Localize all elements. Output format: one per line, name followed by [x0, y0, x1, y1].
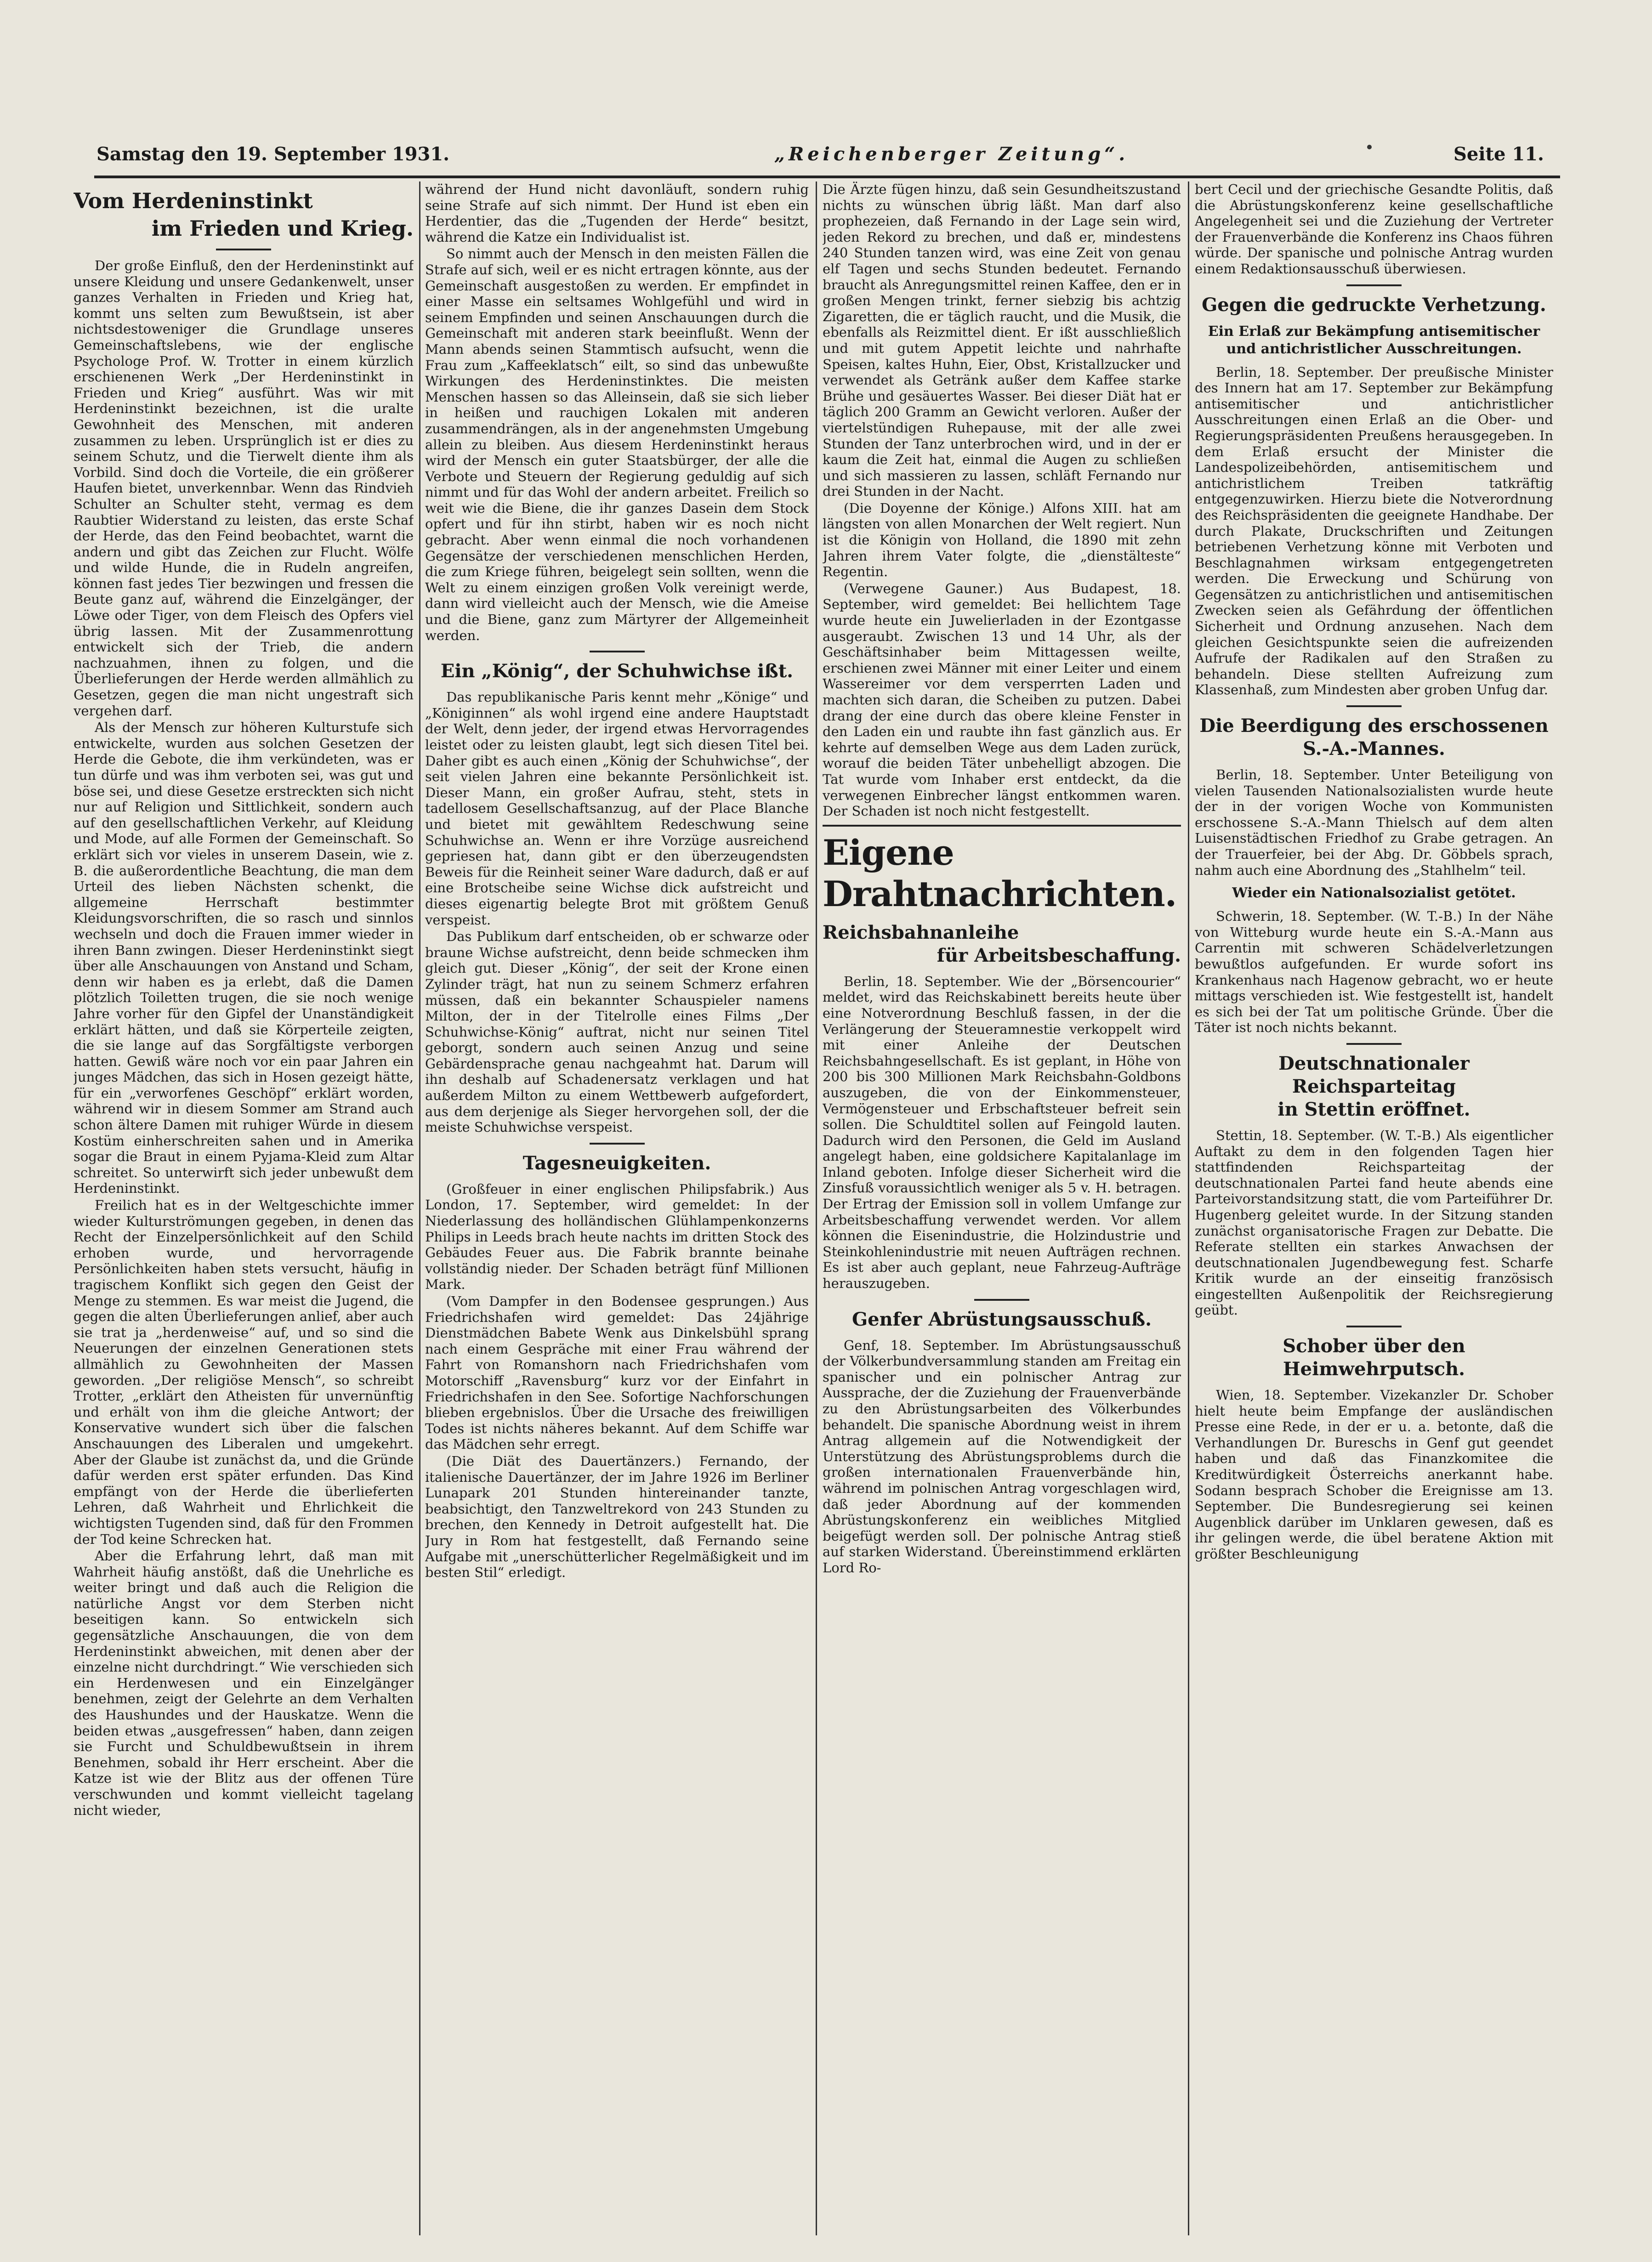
section-title: Eigene Drahtnachrichten. [823, 832, 1177, 914]
header-rule [94, 176, 1560, 178]
article-title: für Arbeitsbeschaffung. [937, 944, 1181, 966]
article-rule [1346, 705, 1402, 707]
paragraph: Berlin, 18. September. Der preußische Minister des Innern hat am 17. September zur Bekämpfung antisemitischer und antichristlicher Ausschreitungen einen Erlaß an die Ober- und Regierungspräsidenten Preußens herausgegeben. In dem Erlaß ersucht der Minister die Landespolizeibehörden, antisemitischem und antichristlichem Treiben tatkräftig entgegenzuwirken. Hierzu biete die Notverordnung des Reichspräsidenten die geeignete Handhabe. Der durch Plakate, Druckschriften und Zeitungen betriebenen Verhetzung könne mit Verboten und Beschlagnahmen wirksam entgegengetreten werden. Die Erweckung und Schürung von Gegensätzen zu antichristlichen und antisemitischen Zwecken seien als Gefährdung der öffentlichen Sicherheit und Ordnung anzusehen. Nach dem gleichen Gesichtspunkte seien die aufreizenden Aufrufe der Radikalen auf den Straßen zu behandeln. Diese stellten Aufreizung zum Klassenhaß, zum Mindesten aber groben Unfug dar. [1195, 364, 1553, 698]
article-rule [216, 249, 271, 250]
article-rule [590, 651, 645, 652]
paragraph: Das Publikum darf entscheiden, ob er schwarze oder braune Wichse aufstreicht, denn beide schmecken ihm gleich gut. Dieser „König“, der seit der Krone einen Zylinder trägt, hat nun zu seinem Schmerz erfahren müssen, daß ein bekannter Schauspieler namens Milton, der in der Titelrolle eines Films „Der Schuhwichse-König“ auftrat, nicht nur seinen Titel geborgt, sondern auch seinen Anzug und seine Gebärdensprache genau nachgeahmt hat. Darum will ihn deshalb auf Schadenersatz verklagen und hat außerdem Milton zu einem Wettbewerb aufgefordert, aus dem derjenige als Sieger hervorgehen soll, der die meiste Schuhwichse verspeist. [425, 929, 809, 1135]
article-title: Ein „König“, der Schuhwichse ißt. [440, 660, 794, 682]
article-title: Schober über den Heimwehrputsch. [1283, 1335, 1465, 1380]
paragraph: Schwerin, 18. September. (W. T.-B.) In der Nähe von Witteburg wurde heute ein S.-A.-Mann aus Carrentin mit schweren Schädelverletzungen bewußtlos aufgefunden. Er wurde sofort ins Krankenhaus nach Hagenow gebracht, wo er heute mittags verschieden ist. Wie festgestellt ist, handelt es sich bei der Tat um politische Gründe. Über die Täter ist noch nichts bekannt. [1195, 908, 1553, 1036]
paragraph: Stettin, 18. September. (W. T.-B.) Als eigentlicher Auftakt zu dem in den folgenden Tagen hier stattfindenden Reichsparteitag der deutschnationalen Partei fand heute abends eine Parteivorstandsitzung statt, die vom Parteiführer Dr. Hugenberg geleitet wurde. In der Sitzung standen zunächst organisatorische Fragen zur Debatte. Die Referate stellten ein starkes Anwachsen der deutschnationalen Jugendbewegung fest. Scharfe Kritik wurde an der einseitig französisch eingestellten Außenpolitik der Reichsregierung geübt. [1195, 1127, 1553, 1318]
header-date: Samstag den 19. September 1931. [97, 143, 450, 165]
article-title: Genfer Abrüstungsausschuß. [852, 1308, 1152, 1330]
article-subtitle: Ein Erlaß zur Bekämpfung antisemitischer und antichristlicher Ausschreitungen. [1208, 323, 1540, 357]
paragraph: So nimmt auch der Mensch in den meisten Fällen die Strafe auf sich, weil er es nicht ertragen könnte, aus der Gemeinschaft ausgestoßen zu werden. Er empfindet in einer Masse ein seltsames Wohlgefühl und wird in seinem Empfinden und seinen Anschauungen durch die Gemeinschaft mit anderen stark beeinflußt. Wenn der Mann abends seinen Stammtisch aufsucht, wenn die Frau zum „Kaffeeklatsch“ eilt, so sind das unbewußte Wirkungen des Herdeninstinktes. Die meisten Menschen hassen so das Alleinsein, daß sie sich lieber in heißen und rauchigen Lokalen mit anderen zusammendrängen, als in der angenehmsten Umgebung allein zu bleiben. Aus diesem Herdeninstinkt heraus wird der Mensch ein guter Staatsbürger, der alle die Verbote und Steuern der Regierung geduldig auf sich nimmt und für das Wohl der andern arbeitet. Freilich so weit wie die Biene, die ihr ganzes Dasein dem Stock opfert und für ihn stirbt, haben wir es noch nicht gebracht. Aber wenn einmal die noch vorhandenen Gegensätze der verschiedenen menschlichen Herden, die zum Kriege führen, beigelegt sein sollten, wenn die Welt zu einem einzigen großen Volk vereinigt werde, dann wird vielleicht auch der Mensch, wie die Ameise und die Biene, ganz zum Märtyrer der Allgemeinheit werden. [425, 246, 809, 643]
article-rule [1346, 1043, 1402, 1045]
article-title: Die Beerdigung des erschossenen [1199, 715, 1549, 737]
column-divider [816, 181, 817, 2235]
section-title: Tagesneuigkeiten. [522, 1152, 711, 1174]
paragraph: während der Hund nicht davonläuft, sondern ruhig seine Strafe auf sich nimmt. Der Hund ist eben ein Herdentier, das die „Tugenden der Herde“ besitzt, während die Katze ein Individualist ist. [425, 181, 809, 245]
article-title: Reichsbahnanleihe [823, 921, 1019, 943]
article-rule [1346, 1326, 1402, 1327]
article-title: Deutschnationaler Reichsparteitag [1278, 1052, 1470, 1097]
article-rule [974, 1299, 1029, 1301]
paragraph: Berlin, 18. September. Unter Beteiligung von vielen Tausenden Nationalsozialisten wurde heute der in der vorigen Woche von Kommunisten erschossene S.-A.-Mann Thielsch auf dem alten Luisenstädtischen Friedhof zu Grabe getragen. An der Trauerfeier, bei der Abg. Dr. Göbbels sprach, nahm auch eine Abordnung des „Stahlhelm“ teil. [1195, 767, 1553, 878]
column-3 [823, 181, 1181, 2235]
column-4 [1195, 181, 1553, 2235]
page-header [97, 138, 1544, 170]
column-divider [1188, 181, 1189, 2235]
paragraph: Die Ärzte fügen hinzu, daß sein Gesundheitszustand nichts zu wünschen übrig läßt. Man darf also prophezeien, daß Fernando in der Lage sein wird, jeden Rekord zu brechen, und daß er, mindestens 240 Stunden tanzen wird, was eine Zeit von genau elf Tagen und sechs Stunden bedeutet. Fernando braucht als Anregungsmittel reinen Kaffee, den er in großen Mengen trinkt, ferner siebzig bis achtzig Zigaretten, die er täglich raucht, und die Musik, die ebenfalls als Reizmittel dient. Er ißt ausschließlich und mit gutem Appetit leichte und nahrhafte Speisen, kaltes Huhn, Eier, Obst, Kristallzucker und verwendet als Getränk außer dem Kaffee starke Brühe und gesäuertes Wasser. Bei dieser Diät hat er täglich 200 Gramm an Gewicht verloren. Außer der viertelstündigen Ruhepause, mit der alle zwei Stunden der Tanz unterbrochen wird, und in der er kaum die Zeit hat, einmal die Augen zu schließen und sich massieren zu lassen, schläft Fernando nur drei Stunden in der Nacht. [823, 181, 1181, 499]
paragraph: Als der Mensch zur höheren Kulturstufe sich entwickelte, wurden aus solchen Gesetzen der Herde die Gebote, die ihm verkündeten, was er tun dürfe und was ihm verboten sei, was gut und böse sei, und diese Gesetze erstreckten sich nicht nur auf Religion und Sittlichkeit, sondern auch auf den gesellschaftlichen Verkehr, auf Kleidung und Mode, auf alle Formen der Gemeinschaft. So erklärt sich vor vieles in unserem Dasein, wie z. B. die außerordentliche Beachtung, die man dem Urteil des lieben Nächsten schenkt, die allgemeine Herrschaft bestimmter Kleidungsvorschriften, die so rasch und sinnlos wechseln und doch die Frauen immer wieder in ihren Bann zwingen. Dieser Herdeninstinkt siegt über alle Anschauungen von Anstand und Scham, denn wir haben es ja erlebt, daß die Damen plötzlich Toiletten trugen, die sie noch wenige Jahre vorher für den Gipfel der Unanständigkeit erklärt hätten, und daß sie Körperteile zeigten, die sie lange auf das Sorgfältigste verborgen hatten. Gewiß wäre noch vor ein paar Jahren ein junges Mädchen, das sich in Hosen gezeigt hätte, für ein „verworfenes Geschöpf“ erklärt worden, während wir in diesem Sommer am Strand auch schon ältere Damen mit ruhiger Würde in diesem Kostüm einherschreiten sahen und in Amerika sogar die Braut in einem Pyjama-Kleid zum Altar schreitet. So unterwirft sich jeder unbewußt dem Herdeninstinkt. [74, 720, 414, 1196]
news-item: (Großfeuer in einer englischen Philipsfabrik.) Aus London, 17. September, wird gemeldet: In der Niederlassung des holländischen Glühlampenkonzerns Philips in Leeds brach heute nachts im dritten Stock des Gebäudes Feuer aus. Die Fabrik brannte beinahe vollständig nieder. Der Schaden beträgt fünf Millionen Mark. [425, 1181, 809, 1293]
article-title: im Frieden und Krieg. [151, 216, 414, 241]
header-dot [1367, 145, 1372, 149]
article-subtitle: Wieder ein Nationalsozialist getötet. [1232, 885, 1516, 901]
article-title: S.-A.-Mannes. [1303, 738, 1445, 760]
paragraph: bert Cecil und der griechische Gesandte Politis, daß die Abrüstungskonferenz keine gesellschaftliche Angelegenheit sei und die Zuziehung der Vertreter der Frauenverbände die Konferenz ins Chaos führen würde. Der spanische und polnische Antrag wurden einem Redaktionsausschuß überwiesen. [1195, 181, 1553, 277]
paragraph: Wien, 18. September. Vizekanzler Dr. Schober hielt heute beim Empfange der ausländischen Presse eine Rede, in der er u. a. betonte, daß die Verhandlungen Dr. Bureschs in Genf gut geendet haben und daß das Finanzkomitee die Kreditwürdigkeit Österreichs anerkannt habe. Sodann besprach Schober die Ereignisse am 13. September. Die Bundesregierung sei keinen Augenblick darüber im Unklaren gewesen, daß es ihr gelingen werde, die übel beratene Aktion mit größter Beschleunigung [1195, 1387, 1553, 1562]
news-item: (Die Doyenne der Könige.) Alfons XIII. hat am längsten von allen Monarchen der Welt regiert. Nun ist die Königin von Holland, die 1890 mit zehn Jahren ihrem Vater folgte, die „dienstälteste“ Regentin. [823, 500, 1181, 580]
section-rule [823, 825, 1181, 827]
paragraph: Der große Einfluß, den der Herdeninstinkt auf unsere Kleidung und unsere Gedankenwelt, unser ganzes Verhalten in Frieden und Krieg hat, kommt uns selten zum Bewußtsein, ist aber nichtsdestoweniger die Grundlage unseres Gemeinschaftslebens, wie der englische Psychologe Prof. W. Trotter in einem kürzlich erschienenen Werk „Der Herdeninstinkt in Frieden und Krieg“ ausführt. Was wir mit Herdeninstinkt bezeichnen, ist die uralte Gewohnheit des Menschen, mit anderen zusammen zu leben. Ursprünglich ist er dies zu seinem Schutz, und die Tierwelt diente ihm als Vorbild. Sind doch die Vorteile, die ein größerer Haufen bietet, unverkennbar. Wenn das Rindvieh Schulter an Schulter steht, vermag es dem Raubtier Widerstand zu leisten, das erste Schaf der Herde, das den Feind beobachtet, warnt die andern und gibt das Zeichen zur Flucht. Wölfe und wilde Hunde, die in Rudeln angreifen, können fast jedes Tier bezwingen und fressen die Beute ganz auf, während die Einzelgänger, der Löwe oder Tiger, von dem Fleisch des Opfers viel übrig lassen. Mit der Zusammenrottung entwickelt sich der Trieb, die andern nachzuahmen, ihnen zu folgen, und die Überlieferungen der Herde werden allmählich zu Gesetzen, gegen die man nicht ungestraft sich vergehen darf. [74, 258, 414, 719]
article-title: Vom Herdeninstinkt [74, 188, 313, 213]
article-rule [1346, 284, 1402, 286]
news-item: (Verwegene Gauner.) Aus Budapest, 18. September, wird gemeldet: Bei hellichtem Tage wurde heute ein Juwelierladen in der Ezontgasse ausgeraubt. Zwischen 13 und 14 Uhr, als der Geschäftsinhaber beim Mittagessen weilte, erschienen zwei Männer mit einer Leiter und einem Wassereimer vor dem versperrten Laden und machten sich daran, die Scheiben zu putzen. Dabei drang der eine durch das obere kleine Fenster in den Laden ein und raubte ihn fast gänzlich aus. Er kehrte auf demselben Wege aus dem Laden zurück, worauf die beiden Täter unbehelligt abzogen. Die Tat wurde vom Inhaber erst entdeckt, da die verwegenen Einbrecher längst entkommen waren. Der Schaden ist noch nicht festgestellt. [823, 580, 1181, 819]
column-divider [419, 181, 420, 2235]
article-title: Gegen die gedruckte Verhetzung. [1202, 294, 1546, 316]
article-title: in Stettin eröffnet. [1277, 1098, 1470, 1120]
news-item: (Die Diät des Dauertänzers.) Fernando, der italienische Dauertänzer, der im Jahre 1926 im Berliner Lunapark 201 Stunden hintereinander tanzte, beabsichtigt, den Tanzweltrekord von 243 Stunden zu brechen, den Kennedy in Detroit aufgestellt hat. Die Jury in Rom hat festgestellt, daß Fernando seine Aufgabe mit „unerschütterlicher Regelmäßigkeit und im besten Stil“ erledigt. [425, 1453, 809, 1581]
paragraph: Berlin, 18. September. Wie der „Börsencourier“ meldet, wird das Reichskabinett bereits heute über eine Notverordnung Beschluß fassen, in der die Verlängerung der Steueramnestie verkoppelt wird mit einer Anleihe der Deutschen Reichsbahngesellschaft. Es ist geplant, in Höhe von 200 bis 300 Millionen Mark Reichsbahn-Goldbons auszugeben, die von der Einkommensteuer, Vermögensteuer und Erbschaftsteuer befreit sein sollen. Die Schuldtitel sollen auf Feingold lauten. Dadurch wird den Personen, die Geld im Ausland angelegt haben, eine goldsichere Kapitalanlage im Inland geboten. Infolge dieser Sicherheit wird die Zinsfuß voraussichtlich weniger als 5 v. H. betragen. Der Ertrag der Emission soll in vollem Umfange zur Arbeitsbeschaffung verwendet werden. Vor allem können die Eisenindustrie, die Holzindustrie und Steinkohlenindustrie mit neuen Aufträgen rechnen. Es ist aber auch geplant, neue Fahrzeug-Aufträge herauszugeben. [823, 973, 1181, 1292]
header-masthead: „Reichenberger Zeitung“. [774, 143, 1129, 165]
column-1 [74, 181, 414, 2235]
paragraph: Aber die Erfahrung lehrt, daß man mit Wahrheit häufig anstößt, daß die Unehrliche es weiter bringt und daß auch die Religion die natürliche Angst vor dem Sterben nicht beseitigen kann. So entwickeln sich gegensätzliche Anschauungen, die von dem Herdeninstinkt abweichen, mit denen aber der einzelne nicht durchdringt.“ Wie verschieden sich ein Herdenwesen und ein Einzelgänger benehmen, zeigt der Gelehrte an dem Verhalten des Haushundes und der Hauskatze. Wenn die beiden etwas „ausgefressen“ haben, dann zeigen sie Furcht und Schuldbewußtsein in ihrem Benehmen, sobald ihr Herr erscheint. Aber die Katze ist wie der Blitz aus der offenen Türe verschwunden und kommt vielleicht tagelang nicht wieder, [74, 1548, 414, 1818]
article-rule [590, 1143, 645, 1145]
header-page-number: Seite 11. [1453, 143, 1544, 165]
paragraph: Genf, 18. September. Im Abrüstungsausschuß der Völkerbundversammlung standen am Freitag ein spanischer und ein polnischer Antrag zur Aussprache, der die Zuziehung der Frauenverbände zu den Abrüstungsarbeiten des Völkerbundes behandelt. Die spanische Abordnung weist in ihrem Antrag allgemein auf die Notwendigkeit der Unterstützung des Abrüstungsproblems durch die großen internationalen Frauenverbände hin, während im polnischen Antrag vorgeschlagen wird, daß jeder Abordnung auf der kommenden Abrüstungskonferenz ein weibliches Mitglied beigefügt werden soll. Der polnische Antrag stieß auf starken Widerstand. Übereinstimmend erklärten Lord Ro- [823, 1337, 1181, 1576]
paragraph: Das republikanische Paris kennt mehr „Könige“ und „Königinnen“ als wohl irgend eine andere Hauptstadt der Welt, denn jeder, der irgend etwas Hervorragendes leistet oder zu leisten glaubt, legt sich diesen Titel bei. Daher gibt es auch einen „König der Schuhwichse“, der seit vielen Jahren eine bekannte Persönlichkeit ist. Dieser Mann, ein großer Aufrau, steht, stets in tadellosem Gesellschaftsanzug, auf der Place Blanche und bietet mit gewähltem Redeschwung seine Schuhwichse an. Wenn er ihre Vorzüge ausreichend gepriesen hat, dann gibt er den überzeugendsten Beweis für die Reinheit seiner Ware dadurch, daß er auf eine Brotscheibe seine Wichse dick aufstreicht und dieses eigenartig belegte Brot mit größtem Genuß verspeist. [425, 689, 809, 928]
paragraph: Freilich hat es in der Weltgeschichte immer wieder Kulturströmungen gegeben, in denen das Recht der Einzelpersönlichkeit auf den Schild erhoben wurde, und hervorragende Persönlichkeiten haben stets versucht, häufig in tragischem Konflikt sich gegen den Geist der Menge zu stemmen. Es war meist die Jugend, die gegen die alten Überlieferungen anlief, aber auch sie trat ja „herdenweise“ auf, und so sind die Neuerungen der einzelnen Generationen stets allmählich zu Gewohnheiten der Massen geworden. „Der religiöse Mensch“, so schreibt Trotter, „erklärt den Atheisten für unvernünftig und erhält von ihm die gleiche Antwort; der Konservative wundert sich über die falschen Anschauungen des Liberalen und umgekehrt. Aber der Glaube ist zunächst da, und die Gründe dafür werden erst später erfunden. Das Kind empfängt von der Herde die überlieferten Lehren, daß Wahrheit und Ehrlichkeit die wichtigsten Tugenden sind, daß für den Frommen der Tod keine Schrecken hat. [74, 1197, 414, 1547]
news-item: (Vom Dampfer in den Bodensee gesprungen.) Aus Friedrichshafen wird gemeldet: Das 24jährige Dienstmädchen Babete Wenk aus Dinkelsbühl sprang nach einem Gespräche mit einer Frau während der Fahrt von Romanshorn nach Friedrichshafen vom Motorschiff „Ravensburg“ kurz vor der Einfahrt in Friedrichshafen in den See. Sofortige Nachforschungen blieben ergebnislos. Über die Ursache des freiwilligen Todes ist nichts näheres bekannt. Auf dem Schiffe war das Mädchen sehr erregt. [425, 1293, 809, 1452]
column-2 [425, 181, 809, 2235]
